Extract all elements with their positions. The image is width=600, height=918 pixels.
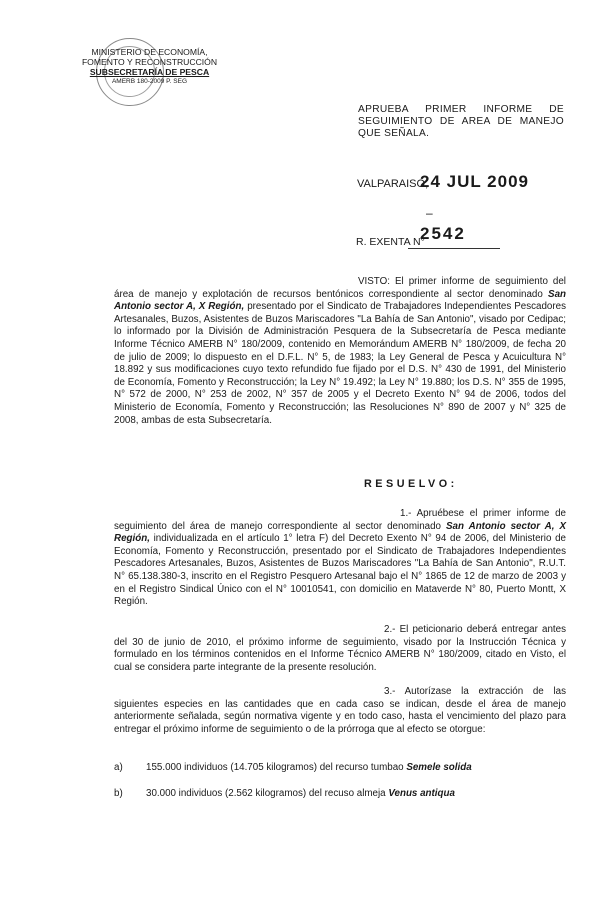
visto-paragraph xyxy=(114,276,566,427)
item-text: 155.000 individuos (14.705 kilogramos) del recurso tumbao xyxy=(146,762,407,773)
stamped-date: 24 JUL 2009 xyxy=(420,172,529,191)
list-item xyxy=(114,788,123,801)
list-item xyxy=(114,762,123,775)
dash-mark: – xyxy=(426,206,433,220)
ministry-line-1: MINISTERIO DE ECONOMÍA, xyxy=(91,47,208,57)
paragraph-3-text: Autorízase la extracción de las siguientes especies en las cantidades que en cada caso se indican, desde el área de manejo anteriormente señalada, según normativa vigente y en todo caso, hasta el vencimiento del plazo para entregar el próximo informe de seguimiento o de la prórroga que al efecto se otorgue: xyxy=(114,686,566,735)
item-species: Semele solida xyxy=(406,762,472,773)
visto-label: VISTO: xyxy=(358,276,390,287)
paragraph-3-number: 3.- xyxy=(384,686,396,697)
paragraph-2-number: 2.- xyxy=(384,624,396,635)
resuelvo-heading: RESUELVO: xyxy=(364,478,458,490)
item-letter: b) xyxy=(114,788,123,799)
ministry-header xyxy=(62,47,237,87)
list-item-text xyxy=(146,762,472,775)
paragraph-1-number: 1.- xyxy=(400,508,412,519)
resolution-paragraph-2 xyxy=(114,624,566,674)
visto-sector: San Antonio sector A, X Región, xyxy=(114,288,566,313)
visto-text-2: presentado por el Sindicato de Trabajadores Independientes Pescadores Artesanales, Buzos, Asistentes de Buzos Mariscadores "La Bahía de San Antonio", visado por Cedipac; lo informado por la División de Administración Pesquera de la Subsecretaría de Pesca mediante Informe Técnico AMERB N° 180/2009, contenido en Memorándum AMERB N° 180/2009, de fecha 20 de julio de 2009; lo dispuesto en el D.F.L. N° 5, de 1983; la Ley General de Pesca y Acuicultura N° 18.892 y sus modificaciones cuyo texto refundido fue fijado por el D.S. N° 430 de 1991, del Ministerio de Economía, Fomento y Reconstrucción; la Ley N° 19.492; la Ley N° 19.880; los D.S. N° 355 de 1995, N° 572 de 2000, N° 253 de 2002, N° 357 de 2005 y el Decreto Exento N° 94 de 2006, todos del Ministerio de Economía, Fomento y Reconstrucción; las Resoluciones N° 890 de 2007 y N° 325 de 2008, ambas de esta Subsecretaría. xyxy=(114,301,566,426)
resolution-paragraph-3 xyxy=(114,686,566,736)
resolution-underline xyxy=(408,248,500,249)
reference-code: AMERB 180-2009 P. SEG xyxy=(111,78,188,85)
resolution-paragraph-1 xyxy=(114,508,566,609)
document-subject: APRUEBA PRIMER INFORME DE SEGUIMIENTO DE AREA DE MANEJO QUE SEÑALA. xyxy=(358,104,564,139)
paragraph-1-text-1: Apruébese el primer informe de seguimiento del área de manejo correspondiente al sector denominado xyxy=(114,508,566,532)
item-letter: a) xyxy=(114,762,123,773)
paragraph-1-text-2: individualizada en el artículo 1° letra F) del Decreto Exento N° 94 de 2006, del Ministerio de Economía, Fomento y Reconstrucción, presentado por el Sindicato de Trabajadores Independientes Pescadores Artesanales, Buzos, Asistentes de Buzos Mariscadores "La Bahía de San Antonio", R.U.T. N° 65.138.380-3, inscrito en el Registro Pesquero Artesanal bajo el N° 1865 de 12 de marzo de 2003 y en el Registro Sindical Único con el N° 10010541, con domicilio en Mataverde N° 80, Puerto Montt, X Región. xyxy=(114,533,566,608)
subsecretaria-line: SUBSECRETARÍA DE PESCA xyxy=(89,67,210,77)
ministry-line-2: FOMENTO Y RECONSTRUCCIÓN xyxy=(81,57,218,67)
paragraph-2-text: El peticionario deberá entregar antes del 30 de junio de 2010, el próximo informe de seguimiento, visado por la Instrucción Técnica y formulado en los términos contenidos en el Informe Técnico AMERB N° 180/2009, citado en Visto, el cual se considera parte integrante de la presente resolución. xyxy=(114,624,566,673)
list-item-text xyxy=(146,788,455,801)
paragraph-1-sector: San Antonio sector A, X Región, xyxy=(114,520,566,545)
visto-text-1: El primer informe de seguimiento del área de manejo y explotación de recursos bentónicos correspondiente al sector denominado xyxy=(114,276,566,300)
item-species: Venus antiqua xyxy=(388,788,455,799)
resolution-number: 2542 xyxy=(420,224,466,243)
item-text: 30.000 individuos (2.562 kilogramos) del recuso almeja xyxy=(146,788,389,799)
resolution-label: R. EXENTA N° xyxy=(356,236,425,248)
place-label: VALPARAISO, xyxy=(357,178,429,190)
